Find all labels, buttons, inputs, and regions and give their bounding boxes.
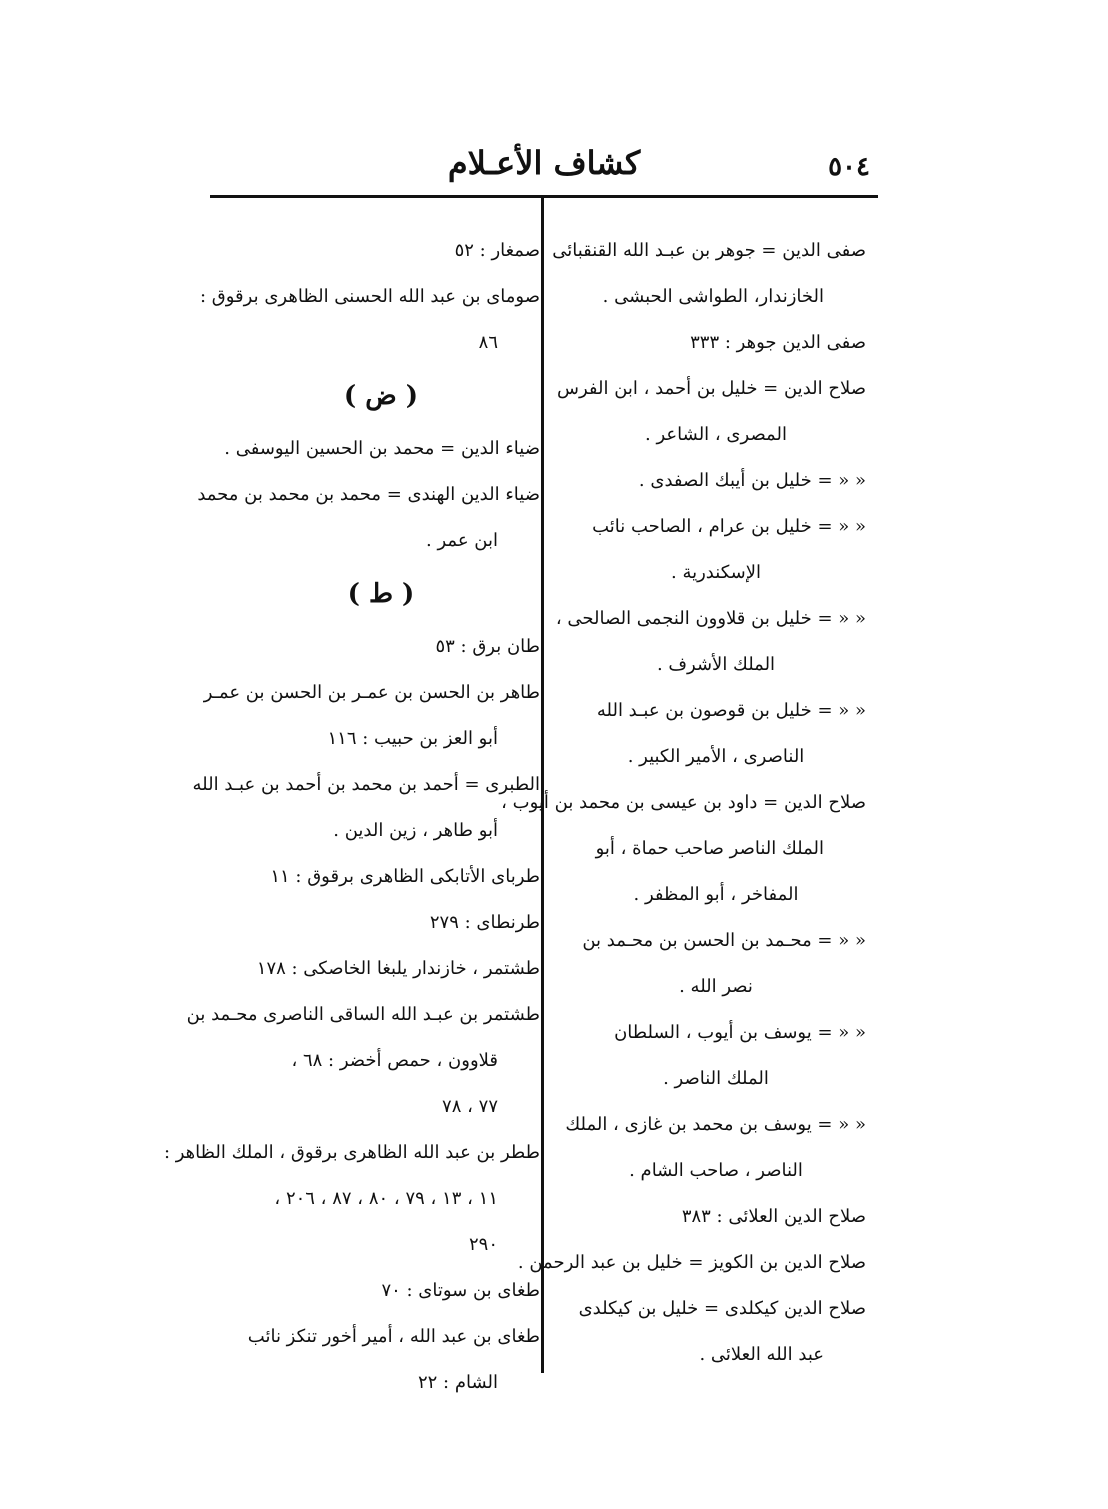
index-entry-line: الملك الأشرف . (656, 654, 776, 675)
index-entry-line: قلاوون ، حمص أخضر : ٦٨ ، (291, 1050, 498, 1071)
index-entry-line: صفى الدين جوهر : ٣٣٣ (690, 332, 866, 353)
index-entry-line: أبو طاهر ، زين الدين . (333, 820, 498, 841)
index-entry-line: صمغار : ٥٢ (454, 240, 540, 261)
index-entry-line: طغاى بن سوتاى : ٧٠ (381, 1280, 540, 1301)
index-entry-line: المفاخر ، أبو المظفر . (633, 884, 799, 905)
index-entry-line: صلاح الدين بن الكويز = خليل بن عبد الرحمن . (517, 1252, 866, 1273)
index-entry-line: صلاح الدين = خليل بن أحمد ، ابن الفرس (556, 378, 866, 399)
page-header (212, 140, 876, 192)
right-column (501, 228, 866, 1378)
index-entry-line: ٢٩٠ (468, 1234, 498, 1255)
index-entry-line: « « = يوسف بن أيوب ، السلطان (614, 1022, 866, 1043)
index-entry-line: الناصرى ، الأمير الكبير . (627, 746, 805, 767)
index-entry-line: ١١ ، ١٣ ، ٧٩ ، ٨٠ ، ٨٧ ، ٢٠٦ ، (274, 1188, 498, 1209)
index-entry-line: طان برق : ٥٣ (435, 636, 540, 657)
index-entry-line: المصرى ، الشاعر . (645, 424, 787, 445)
index-entry-line: ٧٧ ، ٧٨ (442, 1096, 498, 1117)
index-entry-line: طرنطاى : ٢٧٩ (429, 912, 540, 933)
index-entry-line: صوماى بن عبد الله الحسنى الظاهرى برقوق : (200, 286, 540, 307)
index-entry-line: أبو العز بن حبيب : ١١٦ (327, 728, 498, 749)
index-entry-line: « « = خليل بن أيبك الصفدى . (638, 470, 866, 491)
index-entry-line: ٨٦ (478, 332, 498, 353)
index-entry-line: ططر بن عبد الله الظاهرى برقوق ، الملك الظاهر : (163, 1142, 540, 1163)
index-entry-line: « « = يوسف بن محمد بن غازى ، الملك (565, 1114, 866, 1135)
index-entry-line: « « = محـمد بن الحسن بن محـمد بن (582, 930, 866, 951)
index-entry-line: صلاح الدين = داود بن عيسى بن محمد بن أيوب ، (501, 792, 866, 813)
index-entry-line: طاهر بن الحسن بن عمـر بن الحسن بن عمـر (203, 682, 540, 703)
index-entry-line: الناصر ، صاحب الشام . (629, 1160, 803, 1181)
index-entry-line: نصر الله . (679, 976, 753, 997)
index-entry-line: « « = خليل بن عرام ، الصاحب نائب (592, 516, 866, 537)
index-entry-line: صفى الدين = جوهر بن عبـد الله القنقبائى (552, 240, 866, 261)
section-heading: ( ط ) (347, 579, 415, 609)
index-entry-line: عبد الله العلائى . (699, 1344, 824, 1365)
index-entry-line: صلاح الدين كيكلدى = خليل بن كيكلدى (578, 1298, 866, 1319)
index-entry-line: صلاح الدين العلائى : ٣٨٣ (681, 1206, 866, 1227)
index-entry-line: الملك الناصر صاحب حماة ، أبو (595, 838, 824, 859)
index-entry-line: الملك الناصر . (663, 1068, 769, 1089)
index-entry-line: طشتمر بن عبـد الله الساقى الناصرى محـمد بن (186, 1004, 540, 1025)
index-entry-line: ابن عمر . (426, 530, 498, 551)
index-entry-line: طشتمر ، خازندار يلبغا الخاصكى : ١٧٨ (256, 958, 540, 979)
page-number: ٥٠٤ (828, 152, 870, 182)
index-entry-line: الخازندار، الطواشى الحبشى . (602, 286, 824, 307)
section-heading: ( ض ) (343, 381, 419, 411)
index-entry-line: ضياء الدين = محمد بن الحسين اليوسفى . (224, 438, 540, 459)
index-entry-line: ضياء الدين الهندى = محمد بن محمد بن محمد (197, 484, 540, 505)
index-entry-line: الإسكندرية . (671, 562, 761, 583)
index-entry-line: طرباى الأتابكى الظاهرى برقوق : ١١ (270, 866, 540, 887)
header-rule (210, 195, 878, 198)
index-entry-line: « « = خليل بن قوصون بن عبـد الله (596, 700, 866, 721)
index-entry-line: طغاى بن عبد الله ، أمير أخور تنكز نائب (247, 1326, 540, 1347)
page-title: كشاف الأعـلام (447, 144, 641, 182)
index-entry-line: الطبرى = أحمد بن محمد بن أحمد بن عبـد الله (192, 774, 540, 795)
left-column (163, 228, 540, 1406)
index-entry-line: « « = خليل بن قلاوون النجمى الصالحى ، (555, 608, 866, 629)
index-entry-line: الشام : ٢٢ (417, 1372, 498, 1393)
